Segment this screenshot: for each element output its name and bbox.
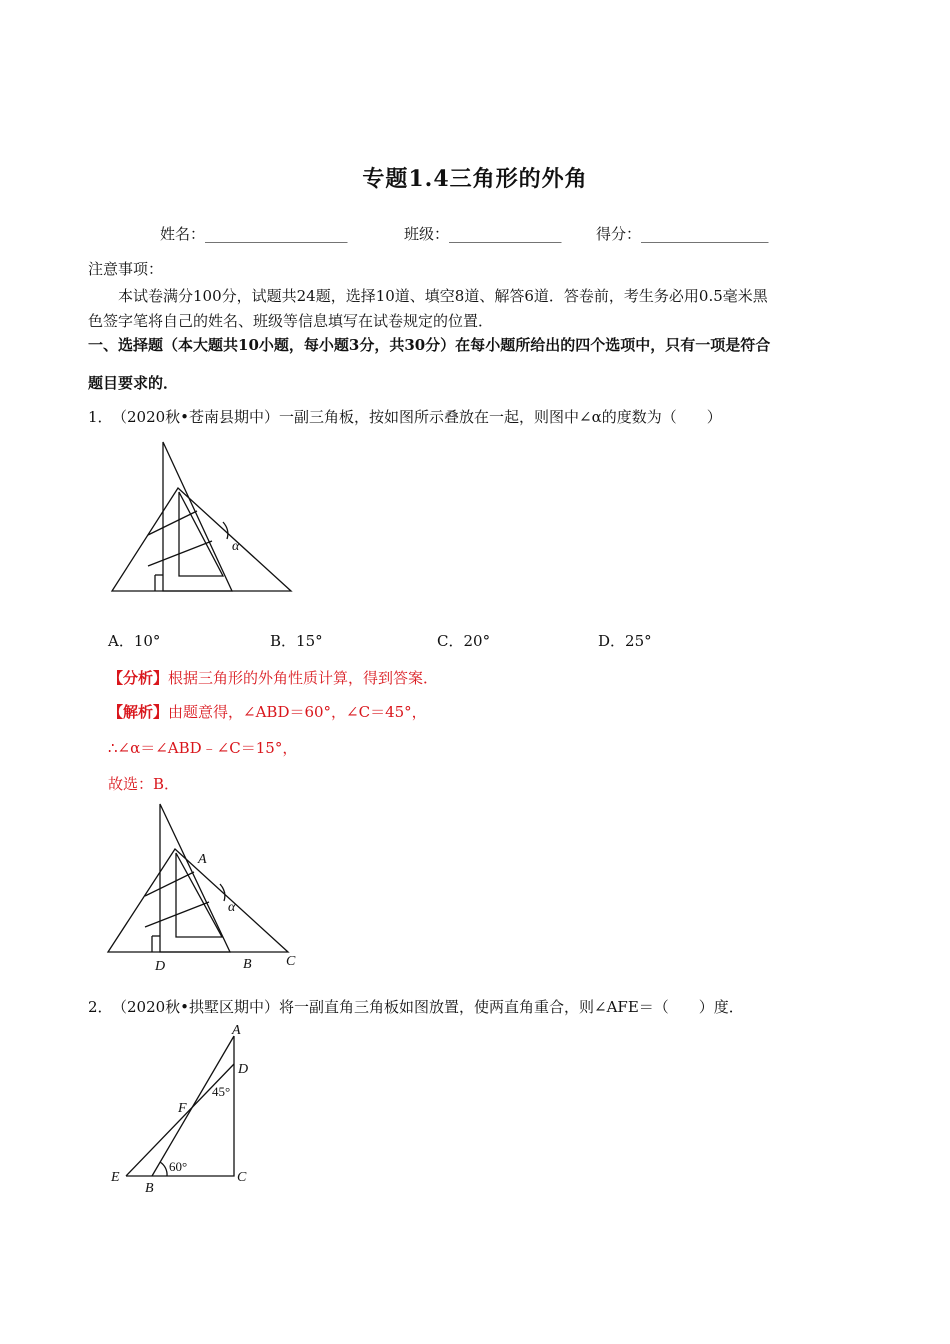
question-2-stem: （2020秋•拱墅区期中）将一副直角三角板如图放置，使两直角重合，则∠AFE＝（ ）度． <box>112 998 744 1016</box>
question-1-stem: （2020秋•苍南县期中）一副三角板，按如图所示叠放在一起，则图中∠α的度数为（ ） <box>112 408 722 426</box>
q1-solution-tag: 【解析】 <box>108 703 169 721</box>
notice-line-1: 本试卷满分100分，试题共24题，选择10道、填空8道、解答6道．答卷前，考生务必用0.5毫米黑 <box>118 287 768 305</box>
q1-figure-60-triangle-outer <box>163 442 232 591</box>
q1-solution-alpha-label: α <box>228 900 236 915</box>
question-2-figure <box>108 1024 278 1199</box>
q1-figure-60-triangle-inner <box>179 492 223 576</box>
q2-label-d: D <box>238 1062 249 1077</box>
q1-solution-label-b: B <box>243 957 252 972</box>
q1-solution-label-a: A <box>198 852 207 867</box>
q1-solution-text: 由题意得，∠ABD＝60°，∠C＝45°， <box>168 703 427 721</box>
q2-angle-45-label: 45° <box>212 1084 231 1099</box>
q1-option-b[interactable]: B．15° <box>270 632 323 650</box>
q2-label-b: B <box>145 1181 154 1196</box>
q2-label-c: C <box>237 1170 247 1185</box>
q2-angle-60-label: 60° <box>169 1159 188 1174</box>
q1-option-d[interactable]: D．25° <box>598 632 652 650</box>
question-1-solution-figure <box>106 802 306 972</box>
q2-label-e: E <box>111 1170 120 1185</box>
q2-label-f: F <box>178 1101 187 1116</box>
q2-figure-60-hypotenuse <box>152 1036 234 1176</box>
question-1-figure <box>108 438 298 603</box>
question-2-number: 2． <box>88 998 113 1016</box>
q2-label-a: A <box>232 1023 241 1038</box>
q1-figure-alpha-label: α <box>232 539 240 554</box>
q1-answer-choice: 故选：B． <box>108 775 180 793</box>
q1-analysis-text: 根据三角形的外角性质计算，得到答案． <box>168 669 439 687</box>
q1-analysis-tag: 【分析】 <box>108 669 169 687</box>
page-title: 专题1.4三角形的外角 <box>362 166 588 192</box>
q1-solution-60-triangle-outer <box>160 804 230 952</box>
q1-analysis <box>108 667 438 688</box>
q1-option-a[interactable]: A．10° <box>108 632 161 650</box>
notice-line-2: 色签字笔将自己的姓名、班级等信息填写在试卷规定的位置． <box>88 312 494 330</box>
score-field: 得分：_________________ <box>596 225 769 243</box>
notice-heading: 注意事项： <box>88 260 164 278</box>
q1-solution-step: ∴∠α＝∠ABD﹣∠C＝15°， <box>108 739 298 757</box>
question-1-number: 1． <box>88 408 113 426</box>
name-field: 姓名：___________________ <box>160 225 348 243</box>
q1-solution-label-d: D <box>155 959 166 974</box>
section-heading-line-2: 题目要求的． <box>88 374 179 392</box>
class-field: 班级：_______________ <box>404 225 562 243</box>
q1-solution-label-c: C <box>286 954 296 969</box>
q1-option-c[interactable]: C．20° <box>437 632 491 650</box>
section-heading-line-1: 一、选择题（本大题共10小题，每小题3分，共30分）在每小题所给出的四个选项中，只有一项是符合 <box>88 336 771 354</box>
q1-solution <box>108 701 427 722</box>
